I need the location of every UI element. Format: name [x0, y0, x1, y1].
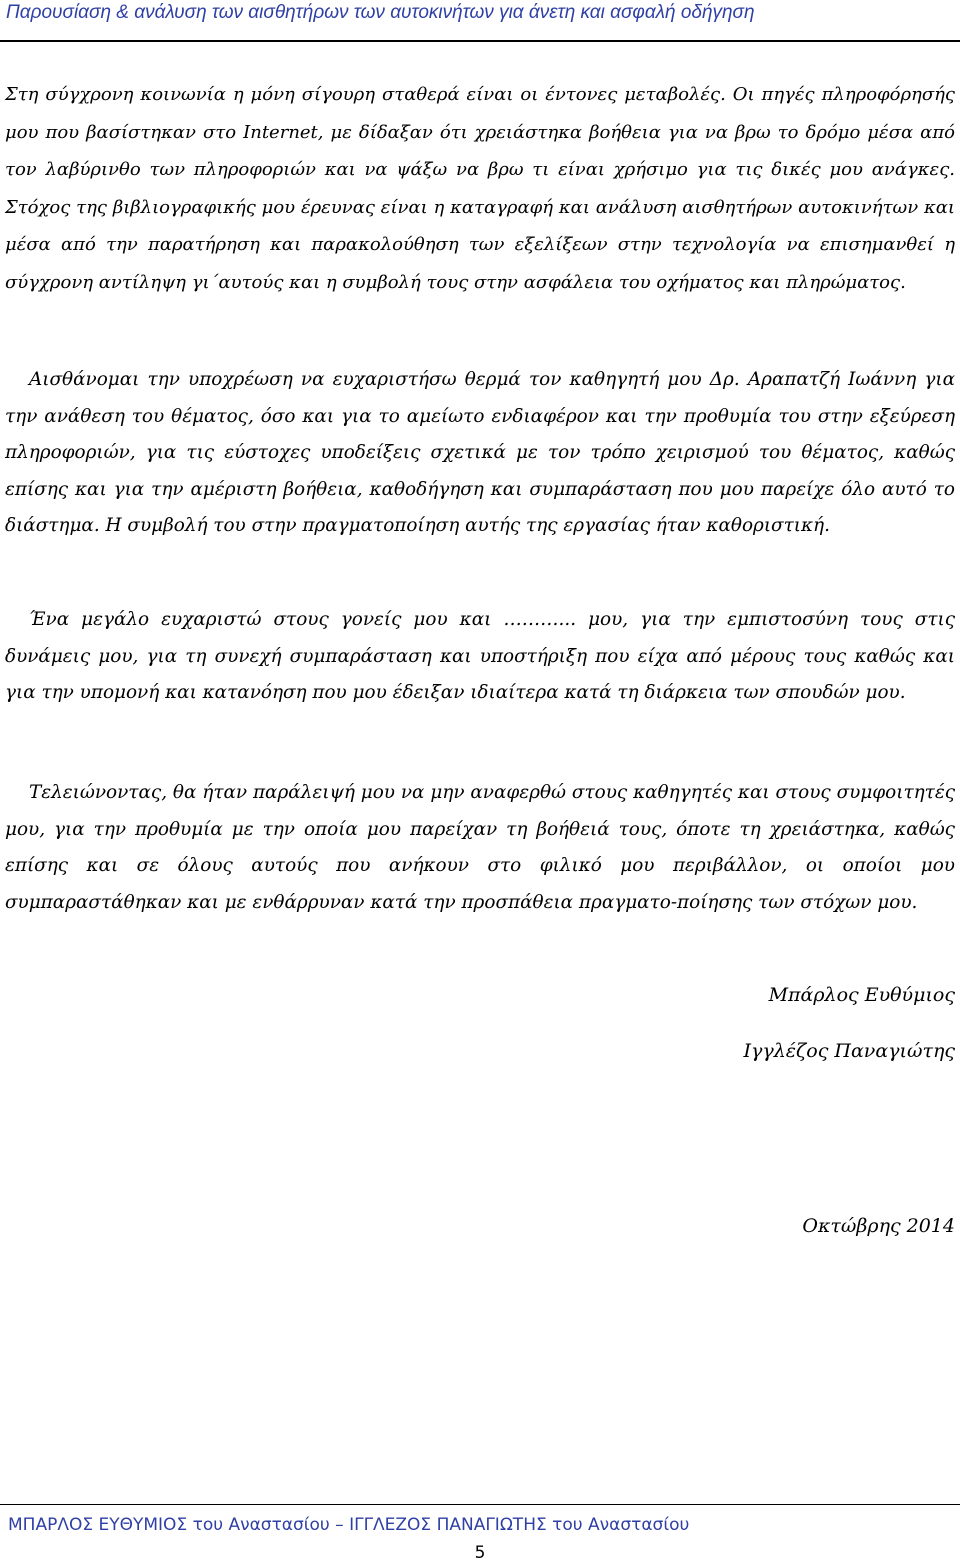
paragraph-thanks-supervisor: [5, 362, 955, 545]
paragraph-thanks-parents: [5, 602, 955, 712]
page-number: 5: [474, 1543, 486, 1563]
paragraph-3-text: Ένα μεγάλο ευχαριστώ στους γονείς μου και ………... μου, για την εμπιστοσύνη τους στις δυνάμεις μου, για τη συνεχή συμπαράσταση και υποστήριξη που είχα από μέρους τους καθώς και για την υπομονή και κατανόηση που μου έδειξαν ιδιαίτερα κατά τη διάρκεια των σπουδών μου.: [5, 609, 955, 703]
signature-author-1: Μπάρλος Ευθύμιος: [768, 984, 955, 1006]
footer-divider: [0, 1504, 960, 1505]
signature-author-2: Ιγγλέζος Παναγιώτης: [743, 1040, 955, 1062]
paragraph-1-text: Στη σύγχρονη κοινωνία η μόνη σίγουρη σταθερά είναι οι έντονες μεταβολές. Οι πηγές πληροφόρησής μου που βασίστηκαν στο Internet, με δίδαξαν ότι χρειάστηκα βοήθεια για να βρω το δρόμο μέσα από τον λαβύρινθο των πληροφοριών και να ψάξω να βρω τι είναι χρήσιμο για τις δικές μου ανάγκες. Στόχος της βιβλιογραφικής μου έρευνας είναι η καταγραφή και ανάλυση αισθητήρων αυτοκινήτων και μέσα από την παρατήρηση και παρακολούθηση των εξελίξεων στην τεχνολογία να επισημανθεί η σύγχρονη αντίληψη γι΄αυτούς και η συμβολή τους στην ασφάλεια του οχήματος και πληρώματος.: [5, 84, 955, 293]
paragraph-intro: [5, 76, 955, 301]
paragraph-2-text: Αισθάνομαι την υποχρέωση να ευχαριστήσω θερμά τον καθηγητή μου Δρ. Αραπατζή Ιωάννη για την ανάθεση του θέματος, όσο και για το αμείωτο ενδιαφέρον και την προθυμία του στην εξεύρεση πληροφοριών, για τις εύστοχες υποδείξεις σχετικά με τον τρόπο χειρισμού του θέματος, καθώς επίσης και για την αμέριστη βοήθεια, καθοδήγηση και συμπαράσταση που μου παρείχε όλο αυτό το διάστημα. Η συμβολή του στην πραγματοποίηση αυτής της εργασίας ήταν καθοριστική.: [5, 369, 955, 536]
document-date: Οκτώβρης 2014: [802, 1215, 955, 1237]
header-divider: [0, 40, 960, 42]
running-header: Παρουσίαση & ανάλυση των αισθητήρων των αυτοκινήτων για άνετη και ασφαλή οδήγηση: [6, 2, 755, 23]
footer-authors: ΜΠΑΡΛΟΣ ΕΥΘΥΜΙΟΣ του Αναστασίου – ΙΓΓΛΕΖΟΣ ΠΑΝΑΓΙΩΤΗΣ του Αναστασίου: [8, 1515, 690, 1535]
paragraph-closing: [5, 775, 955, 921]
paragraph-4-text: Τελειώνοντας, θα ήταν παράλειψή μου να μην αναφερθώ στους καθηγητές και στους συμφοιτητές μου, για την προθυμία με την οποία μου παρείχαν τη βοήθειά τους, όποτε τη χρειάστηκα, καθώς επίσης και σε όλους αυτούς που ανήκουν στο φιλικό μου περιβάλλον, οι οποίοι μου συμπαραστάθηκαν και με ενθάρρυναν κατά την προσπάθεια πραγματο-ποίησης των στόχων μου.: [5, 782, 955, 913]
